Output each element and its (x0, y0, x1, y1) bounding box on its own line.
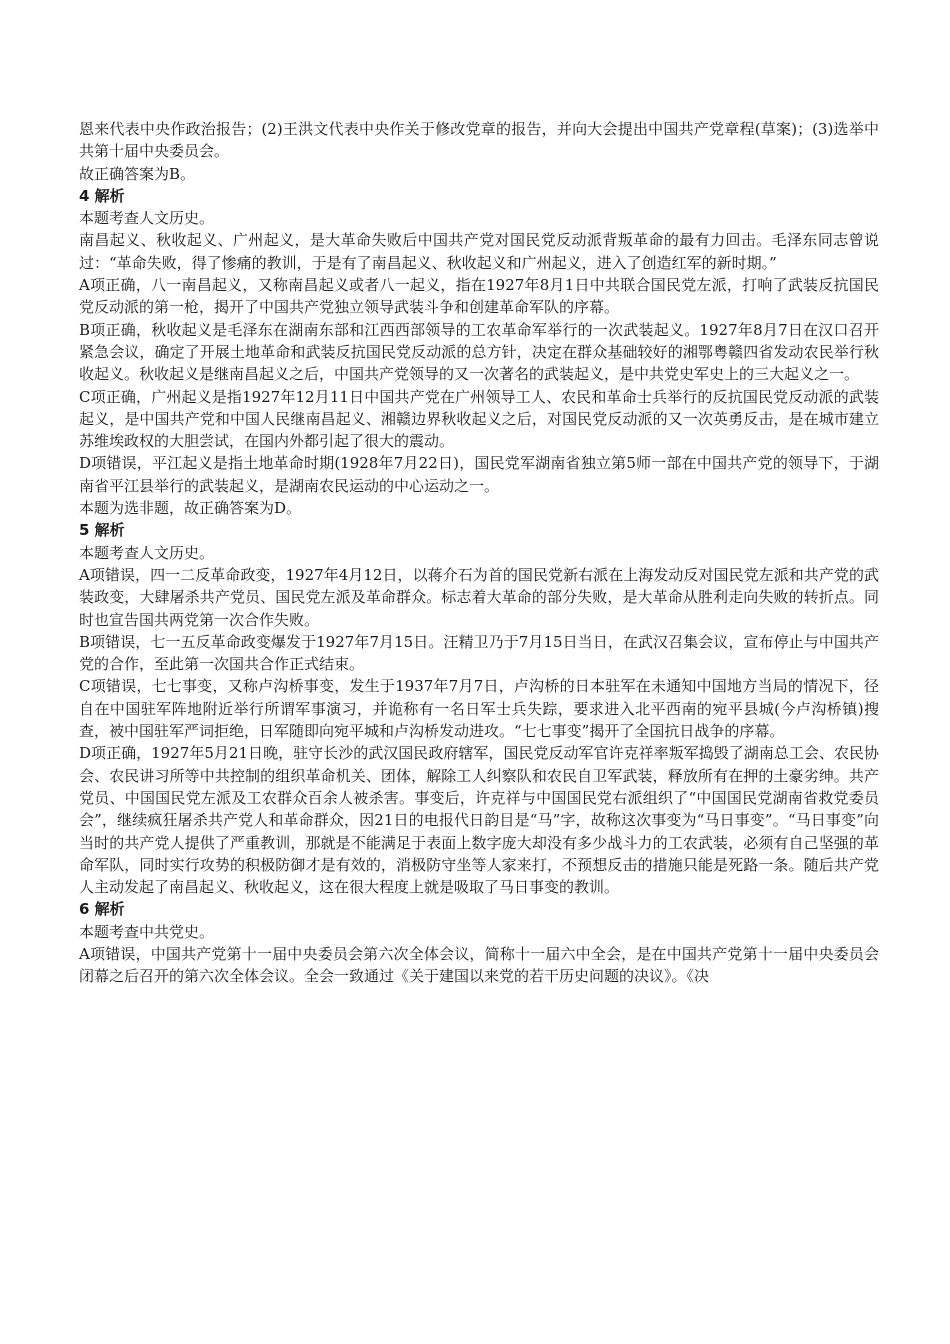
q4-option-a: A项正确，八一南昌起义，又称南昌起义或者八一起义，指在1927年8月1日中共联合国民党左派，打响了武装反抗国民党反动派的第一枪，揭开了中国共产党独立领导武装斗争和创建革命军队的序幕。 (79, 276, 879, 317)
q4-topic: 本题考查人文历史。 (79, 209, 215, 228)
q5-option-d: D项正确，1927年5月21日晚，驻守长沙的武汉国民政府辖军，国民党反动军官许克祥率叛军捣毁了湖南总工会、农民协会、农民讲习所等中共控制的组织革命机关、团体，解除工人纠察队和农民自卫军武装，释放所有在押的土豪劣绅。共产党员、中国国民党左派及工农群众百余人被杀害。事变后，许克祥与中国国民党右派组织了“中国国民党湖南省救党委员会”，继续疯狂屠杀共产党人和革命群众，因21日的电报代日韵目是“马”字，故称这次事变为“马日事变”。“马日事变”向当时的共产党人提供了严重教训，那就是不能满足于表面上数字庞大却没有多少战斗力的工农武装，必须有自己坚强的革命军队，同时实行攻势的积极防御才是有效的，消极防守坐等人家来打，不预想反击的措施只能是死路一条。随后共产党人主动发起了南昌起义、秋收起义，这在很大程度上就是吸取了马日事变的教训。 (79, 744, 879, 897)
q6-topic: 本题考查中共党史。 (79, 922, 215, 941)
q6-option-a: A项错误，中国共产党第十一届中央委员会第六次全体会议，简称十一届六中全会，是在中国共产党第十一届中央委员会闭幕之后召开的第六次全体会议。全会一致通过《关于建国以来党的若干历史问题的决议》。《决 (79, 944, 879, 986)
q4-option-b: B项正确，秋收起义是毛泽东在湖南东部和江西西部领导的工农革命军举行的一次武装起义。1927年8月7日在汉口召开紧急会议，确定了开展土地革命和武装反抗国民党反动派的总方针，决定在群众基础较好的湘鄂粤赣四省发动农民举行秋收起义。秋收起义是继南昌起义之后，中国共产党领导的又一次著名的武装起义，是中共党史军史上的三大起义之一。 (79, 320, 879, 384)
q4-answer: 本题为选非题，故正确答案为D。 (79, 499, 302, 518)
q4-option-d: D项错误，平江起义是指土地革命时期(1928年7月22日)，国民党军湖南省独立第5师一部在中国共产党的领导下，于湖南省平江县举行的武装起义，是湖南农民运动的中心运动之一。 (79, 454, 879, 495)
q5-option-c: C项错误，七七事变，又称卢沟桥事变，发生于1937年7月7日，卢沟桥的日本驻军在未通知中国地方当局的情况下，径自在中国驻军阵地附近举行所谓军事演习，并诡称有一名日军士兵失踪，要求进入北平西南的宛平县城(今卢沟桥镇)搜查，被中国驻军严词拒绝，日军随即向宛平城和卢沟桥发动进攻。“七七事变”揭开了全国抗日战争的序幕。 (79, 677, 879, 741)
q4-option-c: C项正确，广州起义是指1927年12月11日中国共产党在广州领导工人、农民和革命士兵举行的反抗国民党反动派的武装起义，是中国共产党和中国人民继南昌起义、湘赣边界秋收起义之后，对国民党反动派的又一次英勇反击，是在城市建立苏维埃政权的大胆尝试，在国内外都引起了很大的震动。 (79, 387, 879, 451)
document-page (79, 118, 879, 988)
intro-continuation: 恩来代表中央作政治报告；(2)王洪文代表中央作关于修改党章的报告，并向大会提出中国共产党章程(草案)；(3)选举中共第十届中央委员会。 (79, 120, 879, 161)
q5-option-b: B项错误，七一五反革命政变爆发于1927年7月15日。汪精卫乃于7月15日当日，在武汉召集会议，宣布停止与中国共产党的合作，至此第一次国共合作正式结束。 (79, 632, 879, 674)
intro-answer: 故正确答案为B。 (79, 164, 196, 183)
q4-intro: 南昌起义、秋收起义、广州起义，是大革命失败后中国共产党对国民党反动派背叛革命的最有力回击。毛泽东同志曾说过：“革命失败，得了惨痛的教训，于是有了南昌起义、秋收起义和广州起义，进入了创造红军的新时期。” (79, 231, 879, 272)
q5-option-a: A项错误，四一二反革命政变，1927年4月12日，以蒋介石为首的国民党新右派在上海发动反对国民党左派和共产党的武装政变，大肆屠杀共产党员、国民党左派及革命群众。标志着大革命的部分失败，是大革命从胜利走向失败的转折点。同时也宣告国共两党第一次合作失败。 (79, 565, 879, 629)
q6-heading: 6 解析 (79, 900, 125, 919)
q5-heading: 5 解析 (79, 521, 125, 540)
q4-heading: 4 解析 (79, 186, 125, 205)
q5-topic: 本题考查人文历史。 (79, 543, 215, 562)
